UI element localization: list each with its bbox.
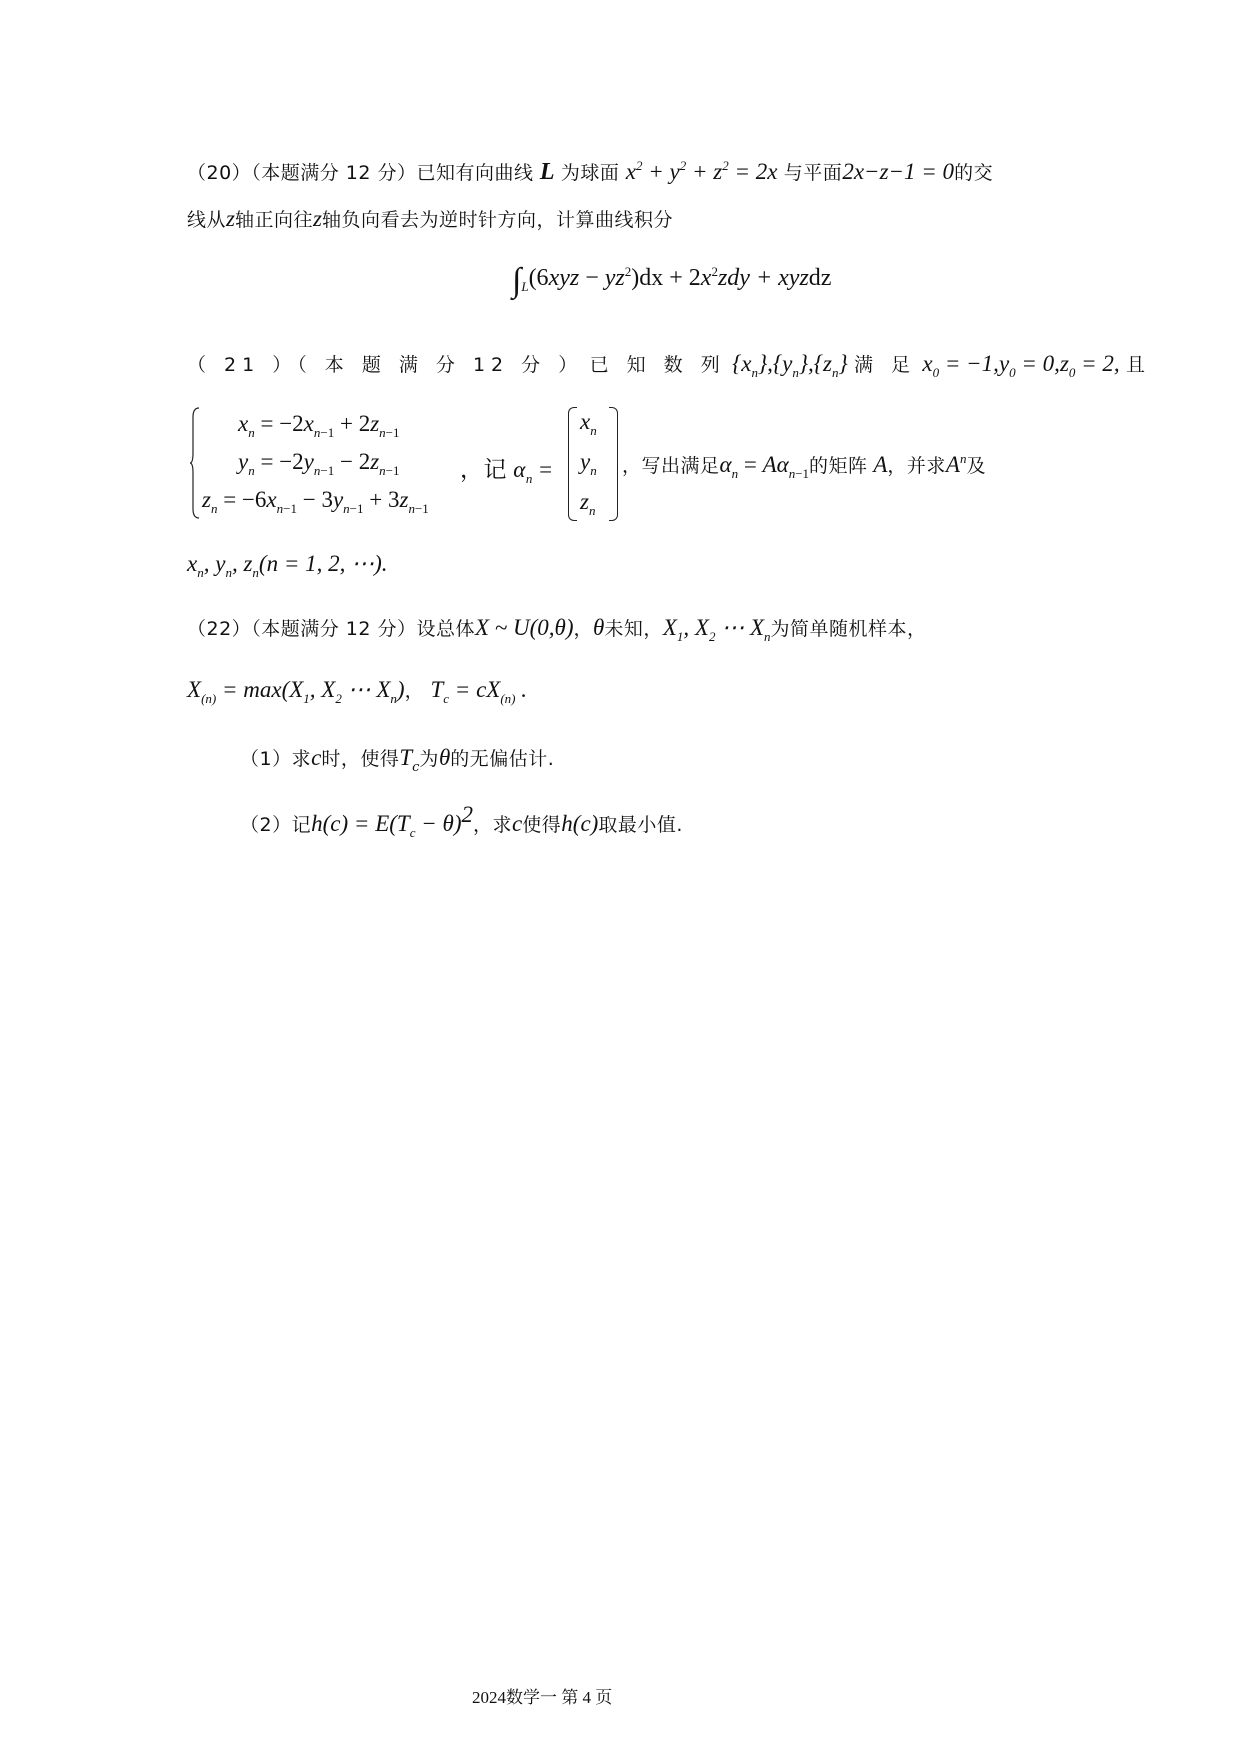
q20-line-1: [187, 160, 993, 184]
q21-line-1: [187, 351, 1146, 380]
q21-number: （ 21 ）: [187, 354, 298, 376]
plane-equation: 2x−z−1 = 0: [842, 159, 955, 184]
q22-line-2: $X_{(n)} = \max(X_1$, $X_2$ ⋯ $X_n$)， $T_c = cX_{(n)}$ .: [187, 677, 528, 706]
q22-text: 设总体: [416, 618, 475, 640]
q20-text: 线从: [187, 209, 227, 231]
q21-text: 已 知 数 列: [589, 354, 726, 376]
q21-text: 且: [1126, 354, 1146, 376]
q20-text: 已知有向曲线: [416, 162, 534, 184]
left-brace-icon: [190, 407, 200, 519]
q20-text: 为球面: [560, 162, 620, 184]
page-footer: 2024数学一 第 4 页: [472, 1688, 613, 1707]
axis-symbol: z: [312, 206, 322, 231]
sphere-equation: $x^2 + y^2 + z^2 = 2x$: [625, 158, 778, 184]
equation-z: $z_n = -6x_{n-1} - 3y_{n-1} + 3z_{n-1}$: [202, 487, 429, 516]
q21-line-tail: [187, 551, 388, 580]
q21-text: 满 足: [854, 354, 917, 376]
q20-number: （20）: [187, 162, 252, 184]
line-integral: $\int_L(6xyz - yz^2)dx + 2x^2zdy$ + xyzdz: [512, 262, 832, 299]
hc-definition: $h(c) = E(T_c - \theta)^2$: [311, 802, 474, 840]
q21-score: （ 本 题 满 分 12 分 ）: [297, 354, 584, 376]
q22-part-1: （1）求c时，使得$T_c$为θ的无偏估计.: [240, 745, 555, 775]
distribution: X ~ U(0,θ): [474, 615, 574, 640]
sample: $X_1$, $X_2$ ⋯ $X_n$: [662, 615, 771, 644]
integral-sign: ∫: [512, 262, 522, 299]
equation-y: $y_n = -2y_{n-1} - 2z_{n-1}$: [238, 449, 400, 478]
sequence-set: $\{x_n\},\{y_n\},\{z_n\}$: [732, 351, 848, 380]
part-label: （1）: [240, 748, 292, 770]
part-label: （2）: [240, 814, 292, 836]
q20-line-2: [187, 207, 673, 230]
max-definition: $X_{(n)} = \max(X_1$, $X_2$ ⋯ $X_n$): [187, 677, 405, 706]
equation-x: $x_n = -2x_{n-1} + 2z_{n-1}$: [238, 411, 400, 440]
tc-definition: $T_c = cX_{(n)}$ .: [430, 677, 528, 706]
q22-score: （本题满分 12 分）: [251, 618, 417, 640]
q22-part-2: （2）记$h(c) = E(T_c - \theta)^2$，求c使得h(c)取最小值.: [240, 802, 683, 840]
recurrence-system: [190, 405, 1070, 525]
tail-expression: $x_n$, $y_n$, $z_n(n = 1$, 2, ⋯).: [187, 551, 388, 580]
q20-score: （本题满分 12 分）: [251, 162, 417, 184]
initial-values: $x_0 = -1,y_0 = 0,z_0 = 2$,: [922, 351, 1120, 380]
q20-text: 轴负向看去为逆时针方向，计算曲线积分: [321, 209, 673, 231]
curve-symbol: L: [539, 159, 555, 185]
q20-text: 与平面: [783, 162, 843, 184]
q22-line-1: （22）（本题满分 12 分）设总体X ~ U(0,θ)，θ未知，$X_1$, $X_2$ ⋯ $X_n$为简单随机样本，: [187, 615, 927, 644]
alpha-vector: $x_n$ $y_n$ $z_n$: [568, 405, 618, 525]
note-text: ，记 $\alpha_n$ =: [460, 457, 553, 486]
q20-text: 轴正向往: [234, 209, 313, 231]
relation-text: ，写出满足$\alpha_n = A\alpha_{n-1}$的矩阵 A，并求$A^n$及: [622, 451, 986, 481]
q22-number: （22）: [187, 618, 252, 640]
axis-symbol: z: [226, 206, 235, 231]
q20-text: 的交: [954, 162, 994, 184]
